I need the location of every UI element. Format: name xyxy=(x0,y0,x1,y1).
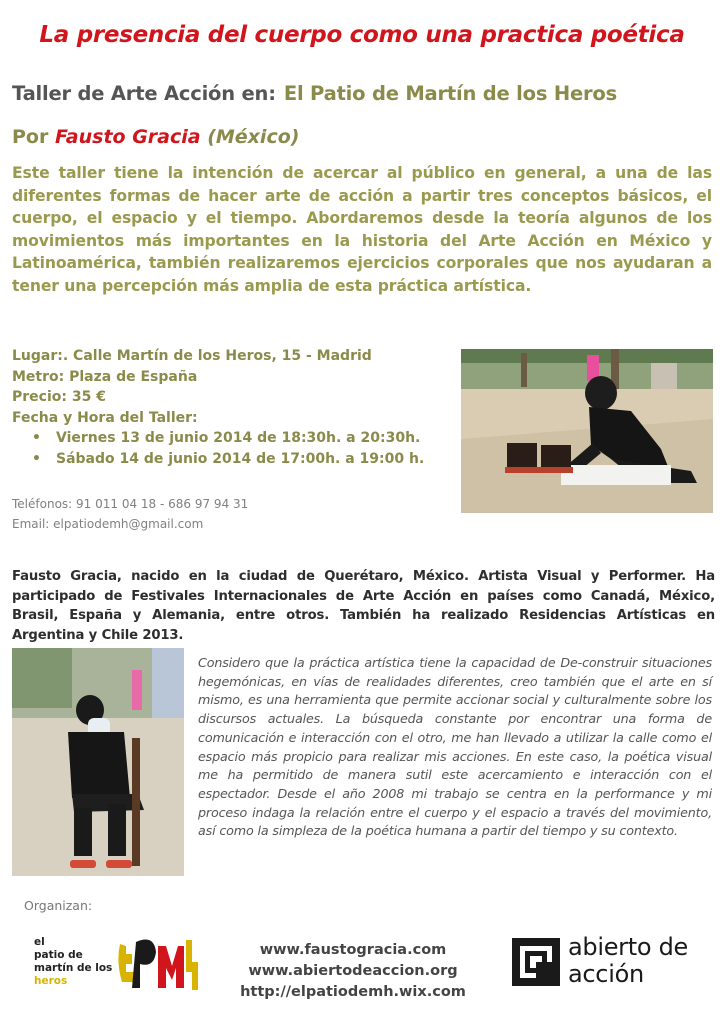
info-precio: Precio: 35 € xyxy=(12,389,106,405)
bullet-icon: • xyxy=(32,430,41,446)
bullet-icon: • xyxy=(32,450,41,467)
performance-photo-kneeling xyxy=(461,349,713,513)
info-fecha-label: Fecha y Hora del Taller: xyxy=(12,409,198,426)
link-elpatiodemh[interactable]: http://elpatiodemh.wix.com xyxy=(240,984,466,1000)
author-name: Fausto Gracia xyxy=(54,126,201,148)
session-list xyxy=(12,428,452,469)
abierto-de-accion-logo xyxy=(512,933,712,996)
info-metro: Metro: Plaza de España xyxy=(12,368,198,385)
link-faustogracia[interactable]: www.faustogracia.com xyxy=(259,942,447,958)
workshop-subtitle xyxy=(12,82,617,105)
abierto-de-accion-mark-icon xyxy=(512,938,560,986)
page-title: La presencia del cuerpo como una practica poética xyxy=(39,22,685,48)
author-country: (México) xyxy=(207,126,300,148)
abierto-line2: acción xyxy=(568,960,644,988)
el-patio-logo-text xyxy=(34,936,112,988)
subtitle-venue: El Patio de Martín de los Heros xyxy=(283,82,617,105)
artist-statement: Considero que la práctica artística tiene la capacidad de De-construir situaciones hegemónicas, en vías de realidades diferentes, creo también que el arte en sí mismo, es una herramienta que permite accionar social y culturalmente sobre los discursos actuales. La búsqueda constante por encontrar una forma de comunicación e interacción con el otro, me han llevado a utilizar la calle como el espacio más propicio para realizar mis acciones. En este caso, la poética visual me ha permitido de manera sutil este acercamiento e interacción con el espectador. Desde el año 2008 mi trabajo se centra en la performance y mi proceso indaga la relación entre el cuerpo y el espacio a través del movimiento, así como la simpleza de la poética humana a partir del tiempo y su contexto. xyxy=(198,655,712,839)
session-text: Viernes 13 de junio 2014 de 18:30h. a 20:30h. xyxy=(56,430,421,446)
el-patio-logo xyxy=(22,922,206,1002)
intro-paragraph: Este taller tiene la intención de acercar al público en general, a una de las diferentes formas de hacer arte de acción a partir tres conceptos básicos, el cuerpo, el espacio y el tiempo. Abordaremos desde la teoría algunos de los movimientos más importantes en la historia del Arte Acción en México y Latinoamérica, también realizaremos ejercicios corporales que nos ayudaran a tener una percepción más amplia de esta práctica artística. xyxy=(12,164,712,295)
logo-line: heros xyxy=(34,975,68,987)
logo-line: el xyxy=(34,936,45,948)
links-block xyxy=(228,940,478,1003)
bio-paragraph: Fausto Gracia, nacido en la ciudad de Querétaro, México. Artista Visual y Performer. Ha participado de Festivales Internacionales de Arte Acción en países como Canadá, México, Brasil, España y Alemania, entre otros. También ha realizado Residencias Artísticas en Argentina y Chile 2013. xyxy=(12,569,715,643)
organizers-label: Organizan: xyxy=(24,898,93,913)
info-lugar: Lugar:. Calle Martín de los Heros, 15 - Madrid xyxy=(12,348,372,364)
contact-info xyxy=(12,494,248,534)
author-by: Por xyxy=(12,126,49,148)
session-item xyxy=(32,449,452,470)
logo-line: martín de los xyxy=(34,962,113,974)
contact-email: Email: elpatiodemh@gmail.com xyxy=(12,517,204,531)
session-item xyxy=(32,428,452,449)
link-abiertodeaccion[interactable]: www.abiertodeaccion.org xyxy=(248,963,458,979)
performance-photo-seated xyxy=(12,648,184,876)
subtitle-prefix: Taller de Arte Acción en: xyxy=(12,82,276,105)
performance-photo-seated-image xyxy=(12,648,184,876)
session-text: Sábado 14 de junio 2014 de 17:00h. a 19:00 h. xyxy=(56,450,425,467)
author-line xyxy=(12,126,299,148)
logo-line: patio de xyxy=(34,949,83,961)
abierto-de-accion-text xyxy=(568,934,688,988)
abierto-line1: abierto de xyxy=(568,933,688,961)
epmh-mark-icon xyxy=(114,932,200,994)
workshop-info xyxy=(12,346,452,469)
performance-photo-kneeling-image xyxy=(461,349,713,513)
contact-phones: Teléfonos: 91 011 04 18 - 686 97 94 31 xyxy=(12,497,249,511)
